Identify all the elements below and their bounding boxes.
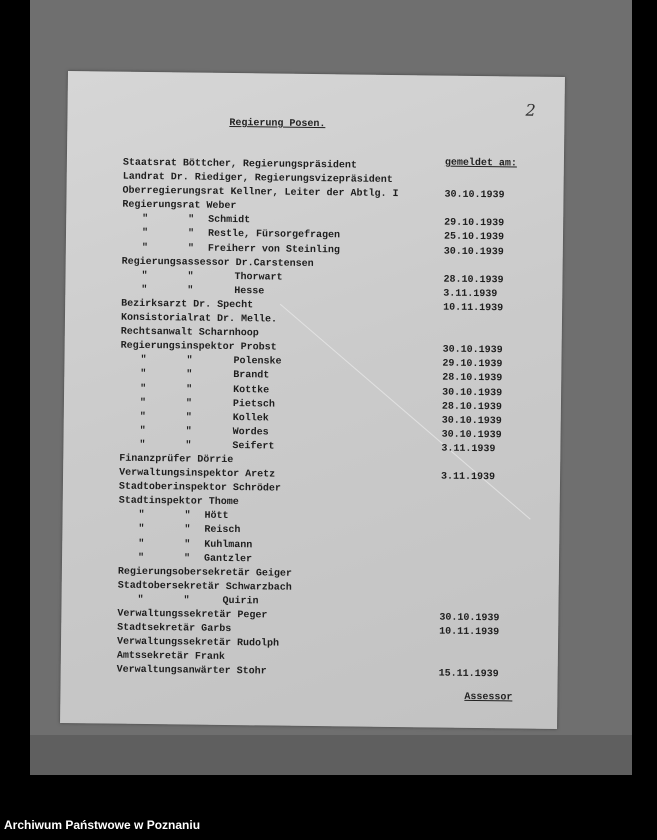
entry-title: Staatsrat Böttcher, Regierungspräsident [122, 157, 357, 172]
ditto-mark: " [137, 552, 145, 564]
entry-date: 3.11.1939 [443, 288, 498, 301]
film-edge [30, 735, 632, 775]
entry-name: Hesse [234, 285, 265, 298]
entry-name: Brandt [233, 370, 270, 382]
ditto-mark: " [187, 228, 195, 241]
entry-title: Verwaltungssekretär Rudolph [116, 636, 280, 650]
entry-date: 28.10.1939 [442, 372, 503, 385]
ditto-mark: " [184, 510, 191, 522]
entry-title: Regierungsassessor Dr.Carstensen [121, 256, 314, 270]
entry-date: 28.10.1939 [443, 274, 504, 287]
ditto-mark: " [141, 270, 148, 282]
ditto-mark: " [186, 383, 193, 396]
ditto-mark: " [140, 355, 147, 367]
entry-name: Restle, Fürsorgefragen [207, 229, 341, 242]
ditto-mark: " [186, 355, 193, 367]
entry-name: Quirin [222, 595, 259, 608]
entry-title: Stadtoberinspektor Schröder [118, 481, 282, 495]
ditto-mark: " [186, 369, 193, 381]
ditto-mark: " [142, 214, 149, 226]
ditto-mark: " [141, 242, 148, 254]
ditto-mark: " [138, 510, 145, 522]
ditto-mark: " [184, 538, 191, 551]
entry-name: Thorwart [234, 271, 283, 284]
personnel-list [117, 158, 553, 685]
entry-date: 3.11.1939 [441, 443, 496, 456]
entry-date: 29.10.1939 [442, 358, 503, 371]
entry-name: Gantzler [203, 553, 253, 565]
entry-name: Wordes [232, 426, 269, 439]
entry-date: 25.10.1939 [443, 232, 505, 244]
entry-title: Regierungsrat Weber [122, 199, 237, 213]
entry-name: Kuhlmann [204, 539, 253, 551]
ditto-mark: " [185, 440, 192, 452]
ditto-mark: " [184, 524, 191, 536]
entry-title: Regierungsobersekretär Geiger [117, 566, 292, 580]
ditto-mark: " [183, 595, 190, 607]
ditto-mark: " [141, 284, 148, 296]
ditto-mark: " [138, 524, 145, 536]
entry-date: 30.10.1939 [439, 612, 500, 625]
entry-date: 3.11.1939 [441, 471, 496, 484]
entry-name: Kollek [232, 412, 269, 425]
entry-title: Regierungsinspektor Probst [120, 340, 277, 354]
ditto-mark: " [185, 412, 192, 424]
ditto-mark: " [183, 553, 191, 565]
entry-name: Pietsch [232, 398, 276, 411]
entry-name: Hött [204, 511, 229, 523]
entry-date: 10.11.1939 [443, 302, 504, 315]
document-title: Regierung Posen. [229, 117, 326, 131]
ditto-mark: " [187, 243, 194, 255]
ditto-mark: " [139, 439, 146, 451]
entry-name: Seifert [232, 440, 275, 453]
entry-date: 30.10.1939 [444, 189, 505, 202]
ditto-mark: " [139, 397, 147, 409]
ditto-mark: " [187, 271, 194, 283]
ditto-mark: " [187, 285, 194, 297]
entry-name: Freiherr von Steinling [207, 243, 340, 256]
entry-name: Polenske [233, 356, 282, 368]
entry-name: Reisch [204, 525, 241, 537]
entry-title: Bezirksarzt Dr. Specht [121, 298, 254, 312]
entry-name: Schmidt [208, 215, 251, 227]
ditto-mark: " [140, 383, 147, 395]
page-number: 2 [525, 100, 536, 120]
entry-date: 30.10.1939 [442, 387, 503, 399]
ditto-mark: " [139, 425, 146, 437]
archive-credit: Archiwum Państwowe w Poznaniu [4, 818, 201, 832]
column-header-reported-on: gemeldet am: [444, 157, 517, 170]
ditto-mark: " [141, 228, 149, 240]
signature-assessor: Assessor [464, 691, 513, 704]
entry-title: Finanzprüfer Dörrie [119, 453, 234, 467]
document-page [60, 71, 565, 729]
entry-title: Rechtsanwalt Scharnhoop [120, 326, 259, 340]
entry-date: 30.10.1939 [441, 429, 502, 442]
entry-title: Konsistorialrat Dr. Melle. [120, 312, 278, 326]
entry-title: Amtssekretär Frank [116, 650, 225, 664]
entry-title: Oberregierungsrat Kellner, Leiter der Abtlg. I [122, 185, 399, 201]
entry-title: Landrat Dr. Riediger, Regierungsvizepräsident [122, 171, 393, 187]
ditto-mark: " [140, 369, 147, 381]
entry-title: Stadtsekretär Garbs [117, 622, 232, 636]
ditto-mark: " [139, 411, 146, 423]
entry-date: 15.11.1939 [438, 668, 499, 681]
entry-date: 30.10.1939 [442, 344, 503, 357]
entry-title: Stadtobersekretär Schwarzbach [117, 580, 292, 594]
entry-date: 29.10.1939 [444, 217, 505, 230]
entry-title: Verwaltungsinspektor Aretz [119, 467, 276, 481]
entry-title: Stadtinspektor Thome [118, 495, 239, 509]
ditto-mark: " [137, 594, 144, 606]
entry-name: Kottke [233, 384, 270, 396]
ditto-mark: " [138, 538, 145, 550]
entry-title: Verwaltungsanwärter Stohr [116, 665, 267, 678]
entry-title: Verwaltungssekretär Peger [117, 608, 268, 622]
ditto-mark: " [185, 426, 192, 438]
ditto-mark: " [185, 398, 193, 410]
ditto-mark: " [188, 214, 195, 226]
entry-date: 10.11.1939 [439, 626, 500, 639]
entry-date: 30.10.1939 [443, 246, 504, 258]
entry-date: 30.10.1939 [441, 415, 502, 428]
entry-date: 28.10.1939 [441, 401, 503, 413]
